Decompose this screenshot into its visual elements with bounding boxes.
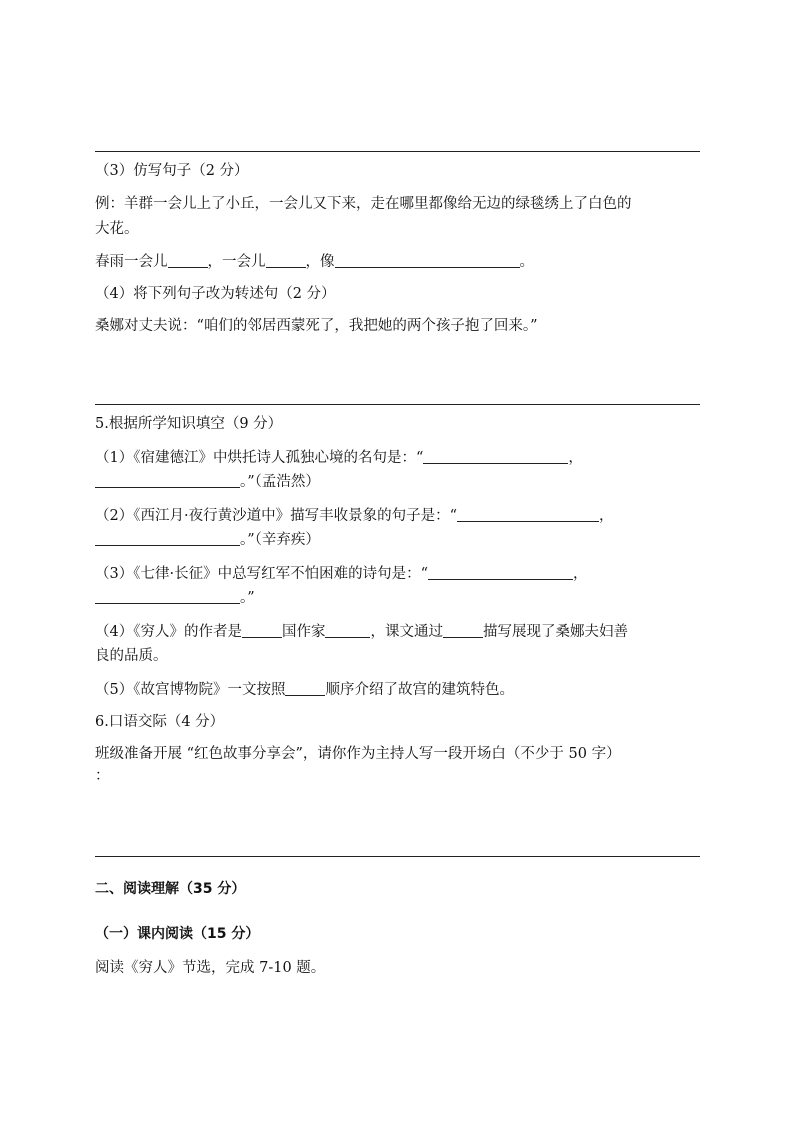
q3-title: （3）仿写句子（2 分）	[95, 163, 249, 179]
q5-item1-blank-2[interactable]	[95, 473, 240, 488]
q5-item4-blank-2[interactable]	[325, 623, 370, 638]
q5-item3-blank-1[interactable]	[428, 565, 573, 580]
q4-sentence: 桑娜对丈夫说：“咱们的邻居西蒙死了，我把她的两个孩子抱了回来。”	[95, 318, 538, 334]
q5-item2-text: （2）《西江月·夜行黄沙道中》描写丰收景象的句子是：“	[95, 508, 457, 524]
q3-task-end: 。	[519, 254, 534, 270]
section-divider-part2	[95, 856, 700, 857]
q5-item1-comma: ，	[568, 450, 583, 466]
q5-item2-comma: ，	[599, 508, 614, 524]
q5-item4-part-b: 国作家	[281, 624, 326, 640]
q5-item1-text: （1）《宿建德江》中烘托诗人孤独心境的名句是：“	[95, 450, 424, 466]
section-divider-top	[95, 151, 700, 152]
q5-item3-blank-2[interactable]	[95, 589, 240, 604]
q3-task-part-c: ，像	[305, 254, 335, 270]
q5-item2-line2	[95, 530, 705, 550]
q6-prompt-line1: 班级准备开展 “红色故事分享会”，请你作为主持人写一段开场白（不少于 50 字）	[95, 746, 621, 762]
q5-title: 5.根据所学知识填空（9 分）	[95, 416, 283, 432]
q5-item4-line2: 良的品质。	[95, 648, 168, 664]
q5-item5-part-a: （5）《故宫博物院》一文按照	[95, 682, 286, 698]
part2-subtitle: （一）课内阅读（15 分）	[95, 926, 260, 942]
q3-task-part-b: ，一会儿	[207, 254, 266, 270]
q5-item3-line2	[95, 588, 705, 608]
q6-title: 6.口语交际（4 分）	[95, 714, 225, 730]
q5-item4-blank-1[interactable]	[242, 623, 282, 638]
q5-item3-comma: ，	[573, 566, 588, 582]
q3-task-part-a: 春雨一会儿	[95, 254, 168, 270]
q5-item5-part-b: 顺序介绍了故宫的建筑特色。	[325, 682, 514, 698]
q5-item5-blank[interactable]	[285, 681, 325, 696]
q5-item2-line1	[95, 506, 705, 526]
q5-item1-line2	[95, 472, 705, 492]
q5-item1-line1	[95, 448, 705, 468]
part2-instruction: 阅读《穷人》节选，完成 7-10 题。	[95, 960, 326, 976]
q3-blank-1[interactable]	[168, 253, 208, 268]
q5-item5	[95, 680, 705, 700]
q5-item1-end: 。”（孟浩然）	[240, 474, 320, 490]
q5-item2-end: 。”（辛弃疾）	[240, 532, 320, 548]
q3-blank-3[interactable]	[335, 253, 520, 268]
q3-example-line2: 大花。	[95, 221, 139, 237]
q5-item4-blank-3[interactable]	[443, 623, 483, 638]
q5-item3-line1	[95, 564, 705, 584]
section-divider-q5	[95, 404, 700, 405]
part2-title: 二、阅读理解（35 分）	[95, 881, 246, 897]
q5-item4-line1	[95, 622, 705, 642]
q5-item3-text: （3）《七律·长征》中总写红军不怕困难的诗句是：“	[95, 566, 428, 582]
q4-title: （4）将下列句子改为转述句（2 分）	[95, 286, 336, 302]
q3-task	[95, 252, 705, 272]
q5-item4-part-d: 描写展现了桑娜夫妇善	[482, 624, 628, 640]
q5-item2-blank-1[interactable]	[457, 507, 599, 522]
q5-item4-part-a: （4）《穷人》的作者是	[95, 624, 242, 640]
q5-item4-part-c: ，课文通过	[370, 624, 443, 640]
q5-item2-blank-2[interactable]	[95, 531, 240, 546]
q5-item1-blank-1[interactable]	[423, 449, 568, 464]
q3-example-line1: 例：羊群一会儿上了小丘，一会儿又下来，走在哪里都像给无边的绿毯绣上了白色的	[95, 196, 632, 212]
q3-blank-2[interactable]	[266, 253, 306, 268]
q6-prompt-line2: ：	[95, 768, 110, 784]
q5-item3-end: 。”	[240, 590, 255, 606]
